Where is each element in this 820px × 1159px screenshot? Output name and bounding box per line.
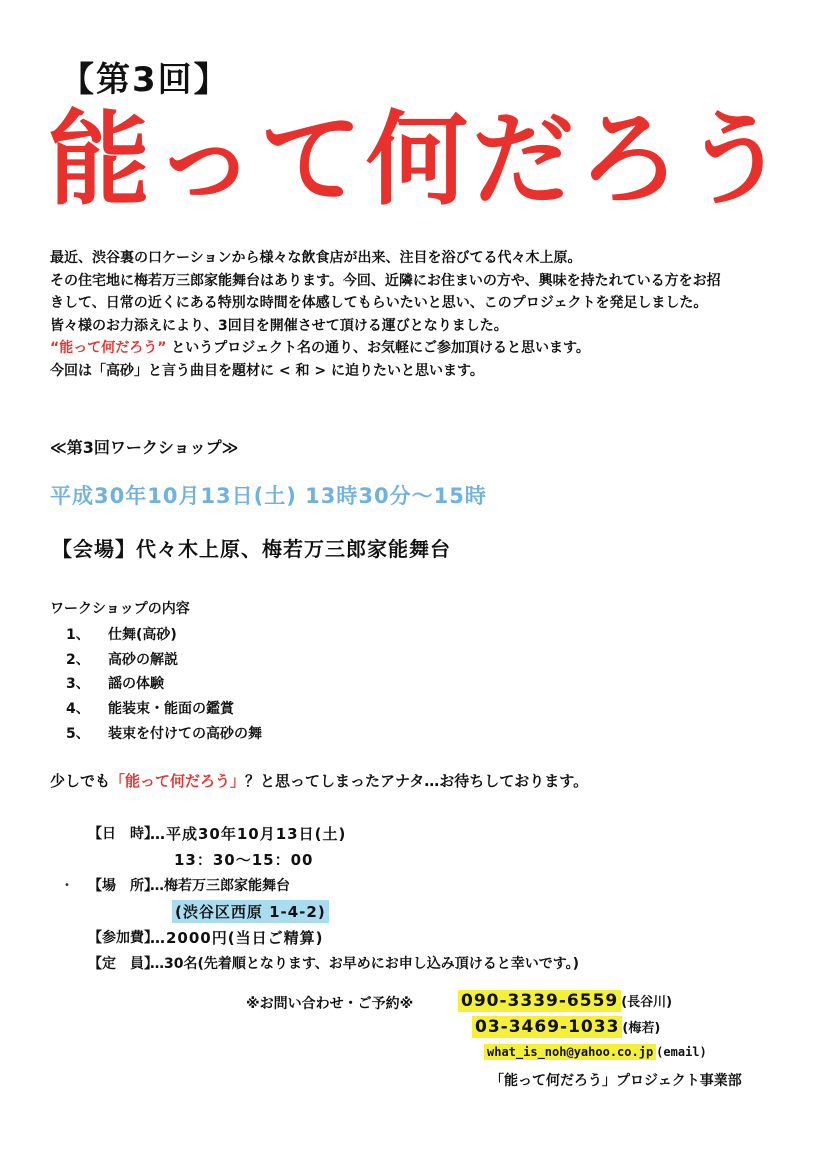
email-address[interactable]: what_is_noh@yahoo.co.jp	[484, 1044, 656, 1060]
detail-row-time	[88, 846, 579, 872]
phone-hasegawa[interactable]	[458, 991, 672, 1011]
detail-row-capacity	[88, 950, 579, 976]
phone-umewaka[interactable]	[472, 1017, 660, 1037]
detail-label: 【日 時】	[88, 826, 158, 842]
item-number: 1、	[66, 627, 90, 644]
intro-line: その住宅地に梅若万三郎家能舞台はあります。今回、近隣にお住まいの方や、興味を持たれている方をお招	[50, 272, 721, 289]
phone-number[interactable]: 090-3339-6559	[458, 990, 621, 1012]
item-text: 能装束・能面の鑑賞	[108, 701, 234, 718]
detail-row-date	[88, 820, 579, 846]
item-number: 5、	[66, 725, 90, 742]
contents-title: ワークショップの内容	[50, 601, 190, 617]
phone-contact-name: (梅若)	[622, 1021, 661, 1036]
contact-label: ※お問い合わせ・ご予約※	[246, 996, 414, 1012]
detail-label: 【参加費】	[88, 930, 158, 946]
event-details	[88, 820, 579, 976]
detail-value: …30名(先着順となります、お早めにお申し込み頂けると幸いです。)	[150, 956, 580, 972]
detail-label: 【定 員】	[88, 956, 158, 972]
list-item	[66, 622, 262, 647]
list-item	[66, 720, 262, 745]
email-tag: (email)	[656, 1045, 707, 1059]
list-item	[66, 647, 262, 672]
item-number: 2、	[66, 651, 90, 668]
page-title: 能って何だろう	[48, 101, 790, 220]
invite-pre: 少しでも	[50, 772, 111, 790]
intro-line	[50, 337, 721, 360]
phone-contact-name: (長谷川)	[621, 995, 673, 1010]
intro-line: 最近、渋谷裏の口ケーションから様々な飲食店が出来、注目を浴びてる代々木上原。	[50, 250, 582, 266]
email-contact[interactable]	[484, 1045, 707, 1059]
scan-speck: •	[64, 880, 70, 891]
detail-value: 13：30～15：00	[174, 850, 314, 869]
item-text: 高砂の解説	[108, 651, 178, 668]
workshop-heading: ≪第3回ワークショップ≫	[50, 438, 239, 457]
event-number: 【第3回】	[60, 60, 230, 100]
address-highlight: (渋谷区西原 1-4-2)	[172, 900, 329, 923]
detail-value: …平成30年10月13日(土)	[150, 824, 347, 843]
contents-list	[66, 622, 262, 745]
intro-line-rest: というプロジェクト名の通り、お気軽にご参加頂けると思います。	[171, 340, 590, 356]
item-text: 謡の体験	[108, 676, 164, 693]
project-department: 「能って何だろう」プロジェクト事業部	[490, 1073, 742, 1089]
item-text: 装束を付けての高砂の舞	[108, 725, 262, 742]
detail-value: …梅若万三郎家能舞台	[150, 878, 290, 894]
invite-line	[50, 770, 588, 791]
list-item	[66, 696, 262, 721]
detail-label: 【場 所】	[88, 878, 158, 894]
invite-post: ？と思ってしまったアナタ…お待ちしております。	[245, 772, 589, 790]
phone-number[interactable]: 03-3469-1033	[472, 1016, 622, 1038]
workshop-venue: 【会場】代々木上原、梅若万三郎家能舞台	[52, 537, 451, 561]
detail-value: …2000円(当日ご精算)	[150, 928, 324, 947]
item-number: 3、	[66, 676, 90, 693]
intro-line: きして、日常の近くにある特別な時間を体感してもらいたいと思い、このプロジェクトを発足しました。	[50, 295, 708, 311]
workshop-date: 平成30年10月13日(土) 13時30分～15時	[50, 484, 487, 508]
item-number: 4、	[66, 701, 90, 718]
list-item	[66, 671, 262, 696]
intro-paragraph	[50, 247, 721, 382]
detail-row-place	[88, 872, 579, 898]
project-name-highlight: “能って何だろう”	[50, 340, 167, 356]
intro-line: 今回は「高砂」と言う曲目を題材に < 和 > に迫りたいと思います。	[50, 362, 484, 379]
intro-line: 皆々様のお力添えにより、3回目を開催させて頂ける運びとなりました。	[50, 317, 508, 334]
invite-highlight: 「能って何だろう」	[110, 772, 246, 790]
detail-row-address	[88, 898, 579, 924]
item-text: 仕舞(高砂)	[108, 627, 177, 644]
detail-row-fee	[88, 924, 579, 950]
